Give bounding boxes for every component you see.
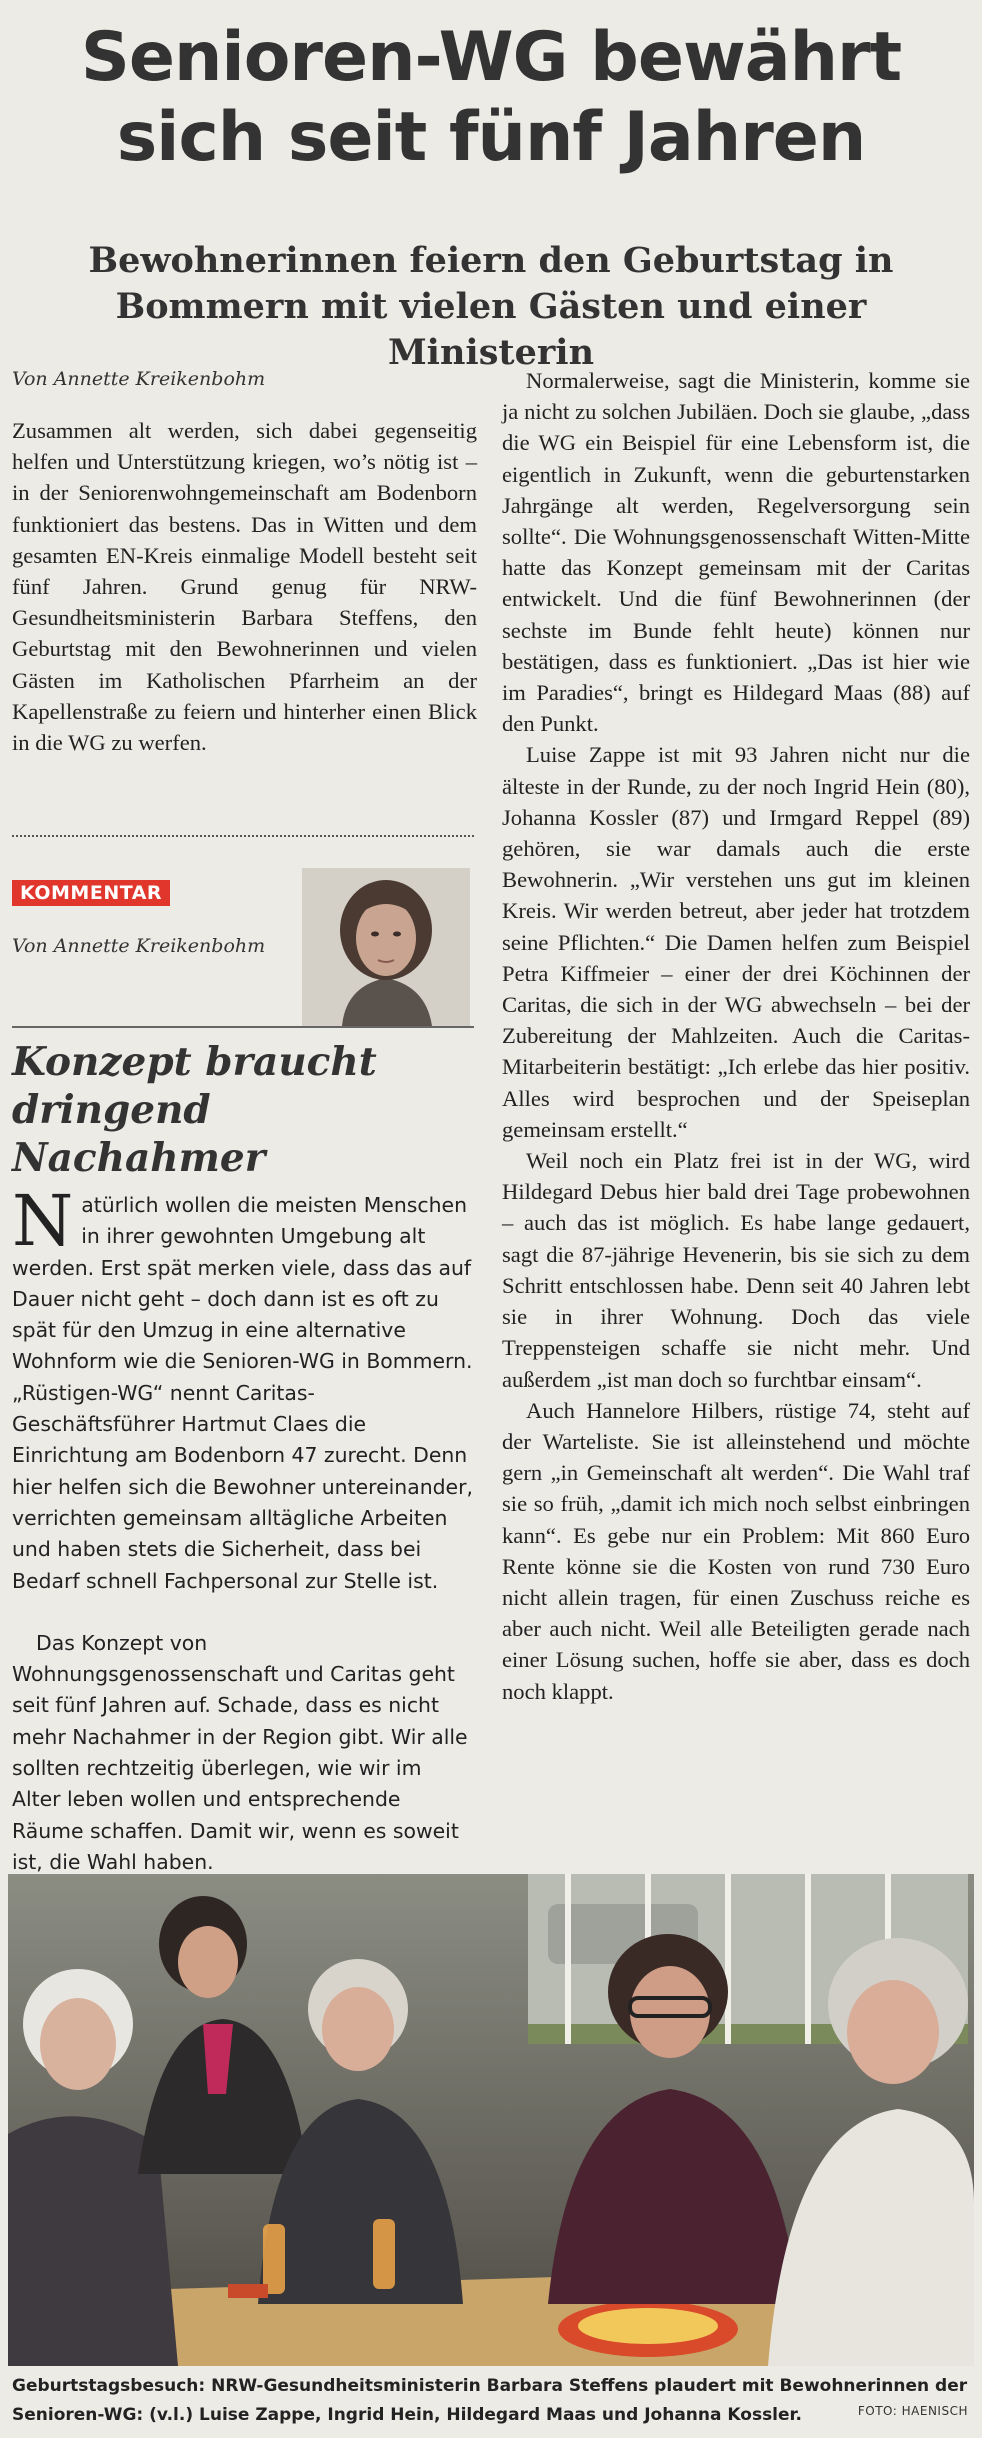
kommentar-byline: Von Annette Kreikenbohm: [12, 935, 266, 957]
subhead-line-1: Bewohnerinnen feiern den Geburtstag in: [88, 240, 894, 281]
section-divider: [12, 835, 474, 837]
article-lead-paragraph: Zusammen alt werden, sich dabei gegenseitig helfen und Unterstützung kriegen, wo’s nötig ist – in der Seniorenwohngemeinschaft am Bodenborn funktioniert das bestens. Das in Witten und dem gesamten EN-Kreis einmalige Modell besteht seit fünf Jahren. Grund genug für NRW-Gesundheitsministerin Barbara Steffens, den Geburtstag mit den Bewohnerinnen und vielen Gästen im Katholischen Pfarrheim an der Kapellenstraße zu feiern und hinterher einen Blick in die WG zu werfen.: [12, 418, 477, 756]
kommentar-paragraph-2: Das Konzept von Wohnungsgenossenschaft und Caritas geht seit fünf Jahren auf. Schade, dass es nicht mehr Nachahmer in der Region gibt. Wir alle sollten rechtzeitig überlegen, wie wir im Alter leben wollen und entsprechende Räume schaffen. Damit wir, wenn es soweit ist, die Wahl haben.: [12, 1630, 468, 1874]
article-right-column: [502, 365, 970, 1707]
article-headline: [18, 18, 964, 178]
kommentar-rule: [12, 1026, 474, 1028]
article-paragraph-1: Normalerweise, sagt die Ministerin, komme sie ja nicht zu solchen Jubiläen. Doch sie glaube, „dass die WG ein Beispiel für eine Lebensform ist, die eigentlich in Zukunft, wenn die geburtenstarken Jahrgänge alt werden, Regelversorgung sein sollte“. Die Wohnungsgenossenschaft Witten-Mitte hatte das Konzept gemeinsam mit der Caritas entwickelt. Und die fünf Bewohnerinnen (der sechste im Bunde fehlt heute) können nur bestätigen, dass es funktioniert. „Das ist hier wie im Paradies“, bringt es Hildegard Maas (88) auf den Punkt.: [502, 368, 970, 737]
author-portrait-image: [302, 868, 470, 1026]
article-left-column: [12, 368, 477, 758]
article-photo: [8, 1874, 974, 2366]
article-lead: [12, 415, 477, 758]
photo-scene: [8, 1874, 974, 2366]
article-paragraph-4: Auch Hannelore Hilbers, rüstige 74, steht auf der Warteliste. Sie ist alleinstehend und möchte gern „in Gemeinschaft alt werden“. Die Wahl traf sie so früh, „damit ich mich noch selbst einbringen kann“. Es gebe nur ein Problem: Mit 860 Euro Rente könne sie die Kosten von rund 730 Euro nicht allein tragen, für einen Zuschuss reiche es aber auch nicht. Weil alle Beteiligten gerade nach einer Lösung suchen, hoffe sie aber, dass es doch noch klappt.: [502, 1397, 970, 1704]
subhead-line-2: Bommern mit vielen Gästen und einer Ministerin: [115, 286, 867, 373]
kommentar-dropcap: N: [12, 1180, 74, 1262]
photo-caption: Geburtstagsbesuch: NRW-Gesundheitsministerin Barbara Steffens plaudert mit Bewohnerinnen der Senioren-WG: (v.l.) Luise Zappe, Ingrid Hein, Hildegard Maas und Johanna Kossler.: [12, 2376, 968, 2425]
headline-line-1: Senioren-WG bewährt: [80, 18, 902, 97]
author-portrait: [302, 868, 470, 1026]
headline-line-2: sich seit fünf Jahren: [116, 98, 866, 177]
kommentar-badge: KOMMENTAR: [12, 880, 170, 906]
article-subheadline: [10, 238, 972, 376]
kommentar-title: Konzept braucht dringend Nachahmer: [12, 1039, 377, 1181]
kommentar-paragraph-1: atürlich wollen die meisten Menschen in ihrer gewohnten Umgebung alt werden. Erst spät merken viele, dass das auf Dauer nicht geht – doch dann ist es oft zu spät für den Umzug in eine alternative Wohnform wie die Senioren-WG in Bommern. „Rüstigen-WG“ nennt Caritas-Geschäftsführer Hartmut Claes die Einrichtung am Bodenborn 47 zurecht. Denn hier helfen sich die Bewohner untereinander, verrichten gemeinsam alltägliche Arbeiten und haben stets die Sicherheit, dass bei Bedarf schnell Fachpersonal zur Stelle ist.: [12, 1193, 473, 1593]
photo-credit: FOTO: HAENISCH: [857, 2404, 968, 2418]
kommentar-text: [12, 1180, 474, 1878]
article-paragraph-2: Luise Zappe ist mit 93 Jahren nicht nur die älteste in der Runde, zu der noch Ingrid Hein (80), Johanna Kossler (87) und Irmgard Reppel (89) gehören, sie war damals auch die erste Bewohnerin. „Wir verstehen uns gut im kleinen Kreis. Wir werden betreut, aber jeder hat trotzdem seine Pflichten.“ Die Damen helfen zum Beispiel Petra Kiffmeier – einer der drei Köchinnen der Caritas, die sich in der WG abwechseln – bei der Zubereitung der Mahlzeiten. Auch die Caritas-Mitarbeiterin bestätigt: „Ich erlebe das hier positiv. Alles wird besprochen und der Speiseplan gemeinsam erstellt.“: [502, 742, 970, 1142]
article-paragraph-3: Weil noch ein Platz frei ist in der WG, wird Hildegard Debus hier bald drei Tage probewohnen – auch das ist möglich. Es habe lange gedauert, sagt die 87-jährige Hevenerin, bis sie sich zu dem Schritt entschlossen habe. Denn seit 40 Jahren lebt sie in ihrer Wohnung. Doch das viele Treppensteigen schaffe sie nicht mehr. Und außerdem „ist man doch so furchtbar einsam“.: [502, 1148, 970, 1392]
article-byline: Von Annette Kreikenbohm: [12, 368, 266, 390]
